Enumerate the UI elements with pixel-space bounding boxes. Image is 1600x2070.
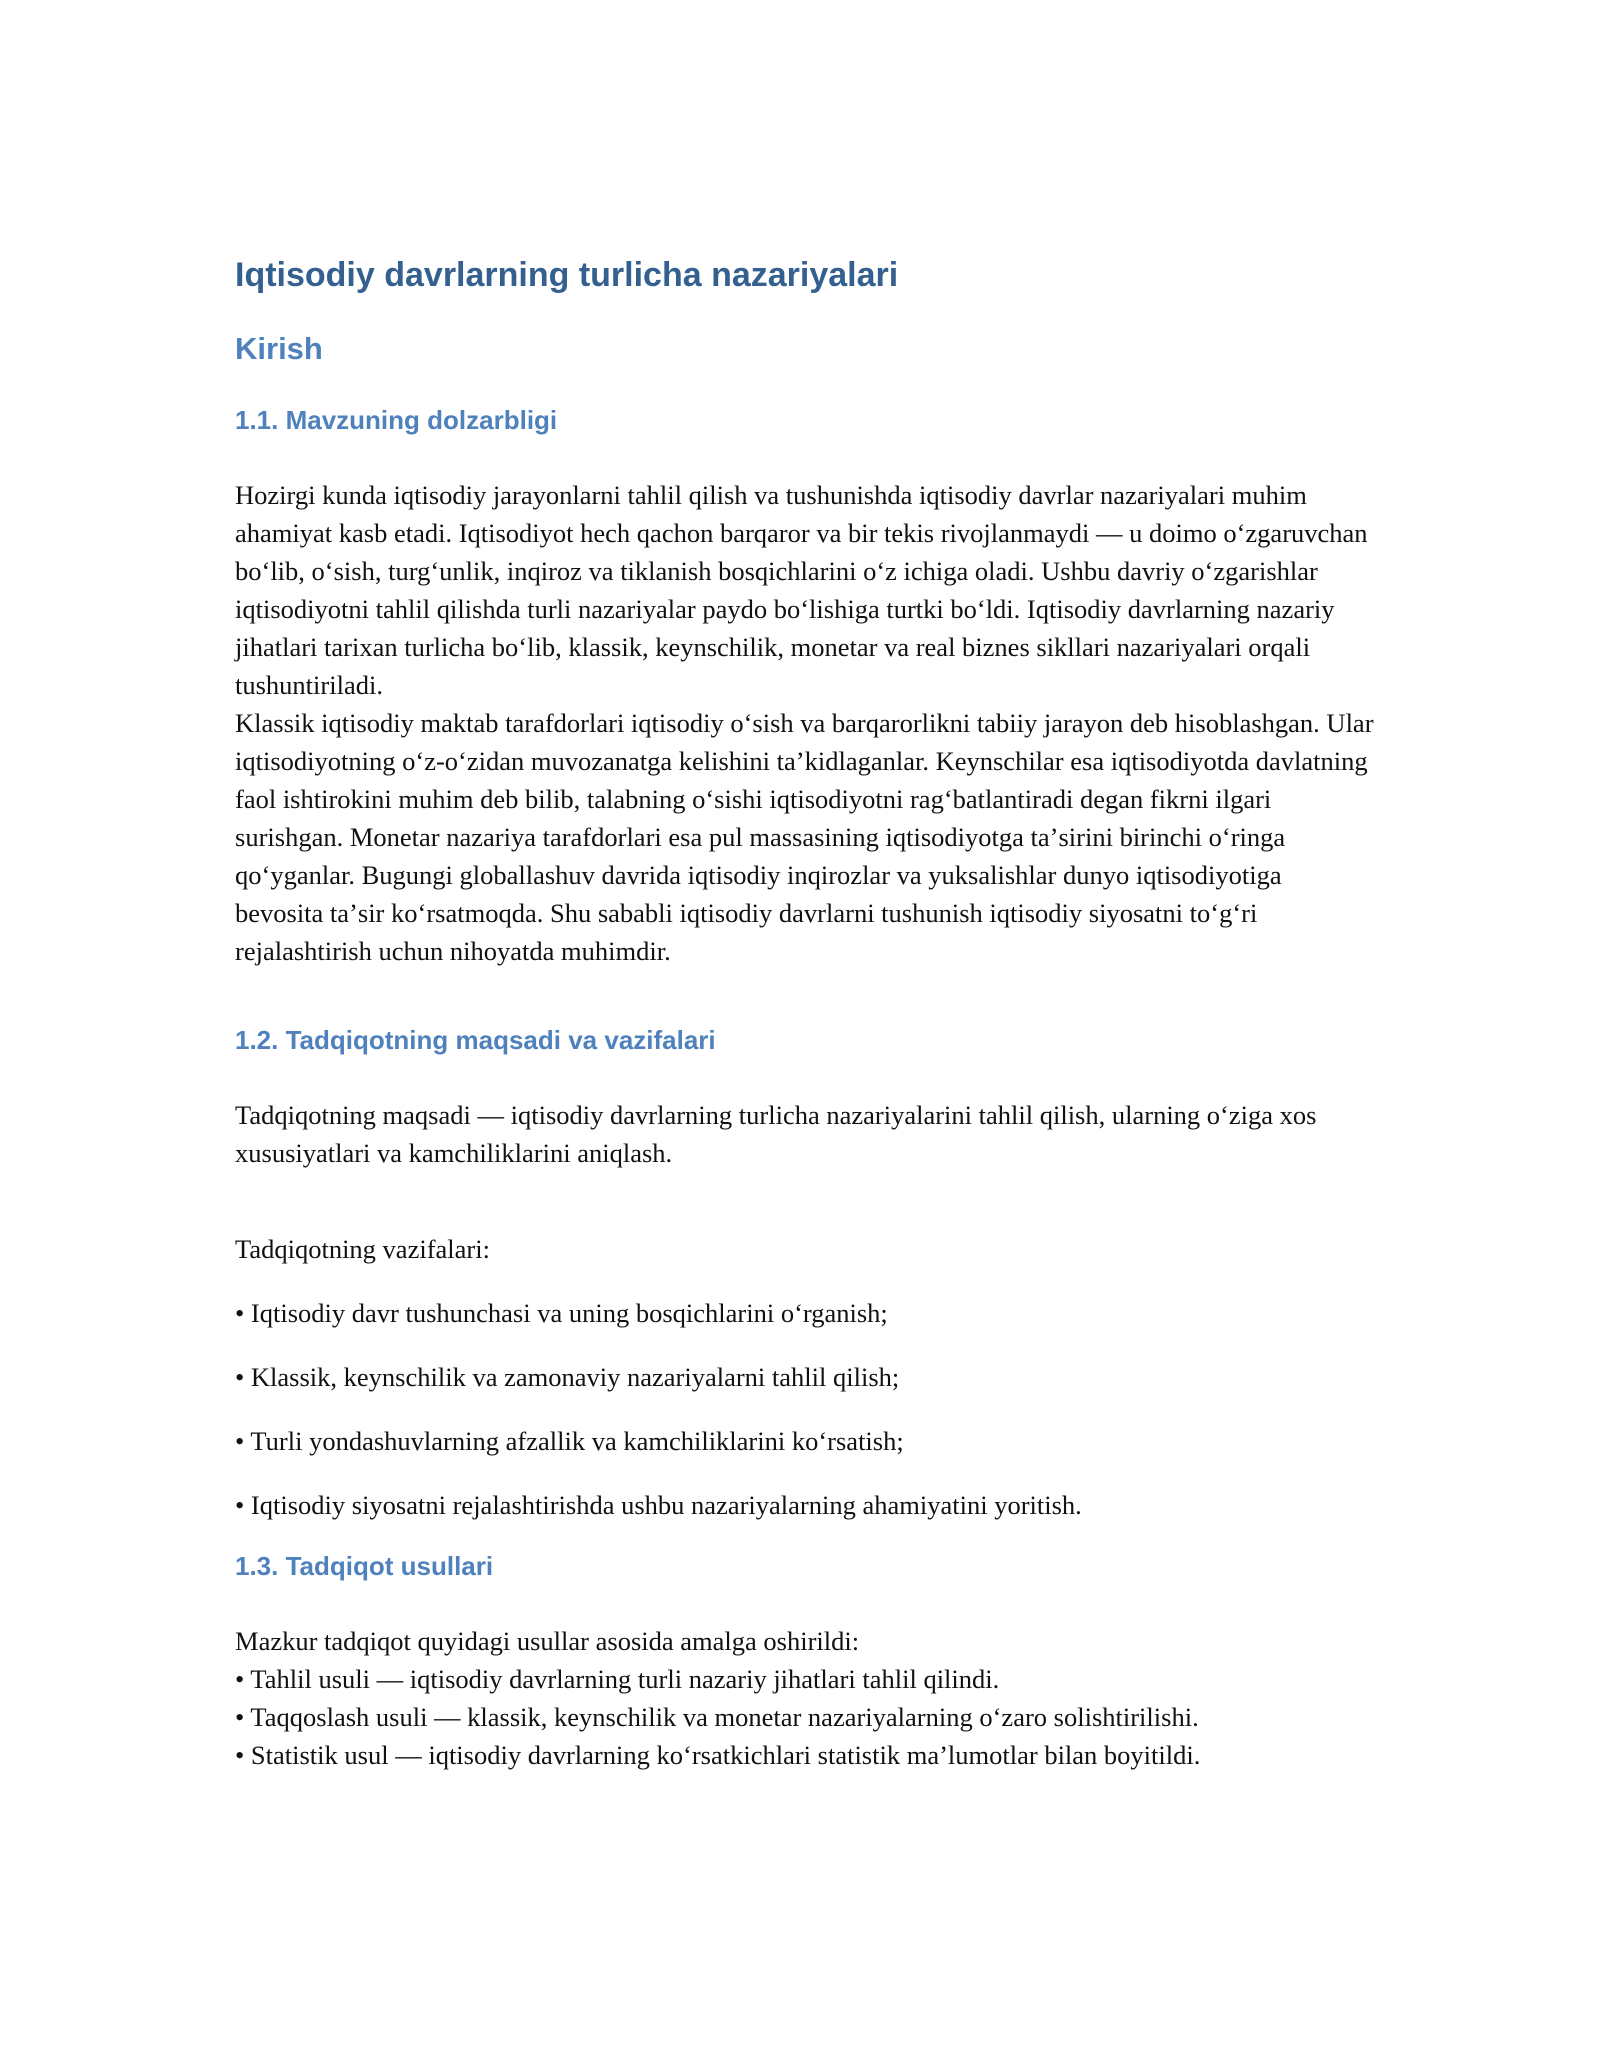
task-list-item: • Iqtisodiy siyosatni rejalashtirishda ushbu nazariyalarning ahamiyatini yoritish.: [235, 1490, 1082, 1520]
section-1-1-heading: 1.1. Mavzuning dolzarbligi: [235, 405, 558, 435]
heading-intro: Kirish: [235, 331, 323, 366]
method-list-item: • Tahlil usuli — iqtisodiy davrlarning turli nazariy jihatlari tahlil qilindi.: [235, 1664, 1000, 1694]
section-1-3-heading: 1.3. Tadqiqot usullari: [235, 1551, 494, 1581]
document-page: [235, 248, 1375, 1774]
section-1-1-paragraph-1: Hozirgi kunda iqtisodiy jarayonlarni tahlil qilish va tushunishda iqtisodiy davrlar nazariyalari muhim ahamiyat kasb etadi. Iqtisodiyot hech qachon barqaror va bir tekis rivojlanmaydi — u doimo oʻzgaruvchan boʻlib, oʻsish, turgʻunlik, inqiroz va tiklanish bosqichlarini oʻz ichiga oladi. Ushbu davriy oʻzgarishlar iqtisodiyotni tahlil qilishda turli nazariyalar paydo boʻlishiga turtki boʻldi. Iqtisodiy davrlarning nazariy jihatlari tarixan turlicha boʻlib, klassik, keynschilik, monetar va real biznes sikllari nazariyalari orqali tushuntiriladi.: [235, 480, 1368, 700]
section-1-2-heading: 1.2. Tadqiqotning maqsadi va vazifalari: [235, 1025, 716, 1055]
method-list-item: • Statistik usul — iqtisodiy davrlarning koʻrsatkichlari statistik maʼlumotlar bilan boyitildi.: [235, 1740, 1201, 1770]
task-list-item: • Klassik, keynschilik va zamonaviy nazariyalarni tahlil qilish;: [235, 1362, 900, 1392]
section-1-3-intro: Mazkur tadqiqot quyidagi usullar asosida amalga oshirildi:: [235, 1626, 860, 1656]
task-list-item: • Turli yondashuvlarning afzallik va kamchiliklarini koʻrsatish;: [235, 1426, 904, 1456]
section-1-2-tasks-label: Tadqiqotning vazifalari:: [235, 1234, 490, 1264]
document-title: Iqtisodiy davrlarning turlicha nazariyalari: [235, 256, 899, 294]
task-list-item: • Iqtisodiy davr tushunchasi va uning bosqichlarini oʻrganish;: [235, 1298, 888, 1328]
method-list-item: • Taqqoslash usuli — klassik, keynschilik va monetar nazariyalarning oʻzaro solishtirilishi.: [235, 1702, 1199, 1732]
section-1-1-paragraph-2: Klassik iqtisodiy maktab tarafdorlari iqtisodiy oʻsish va barqarorlikni tabiiy jarayon deb hisoblashgan. Ular iqtisodiyotning oʻz-oʻzidan muvozanatga kelishini taʼkidlaganlar. Keynschilar esa iqtisodiyotda davlatning faol ishtirokini muhim deb bilib, talabning oʻsishi iqtisodiyotni ragʻbatlantiradi degan fikrni ilgari surishgan. Monetar nazariya tarafdorlari esa pul massasining iqtisodiyotga taʼsirini birinchi oʻringa qoʻyganlar. Bugungi globallashuv davrida iqtisodiy inqirozlar va yuksalishlar dunyo iqtisodiyotiga bevosita taʼsir koʻrsatmoqda. Shu sababli iqtisodiy davrlarni tushunish iqtisodiy siyosatni toʻgʻri rejalashtirish uchun nihoyatda muhimdir.: [235, 708, 1374, 966]
section-1-2-goal: Tadqiqotning maqsadi — iqtisodiy davrlarning turlicha nazariyalarini tahlil qilish, ularning oʻziga xos xususiyatlari va kamchiliklarini aniqlash.: [235, 1100, 1317, 1168]
